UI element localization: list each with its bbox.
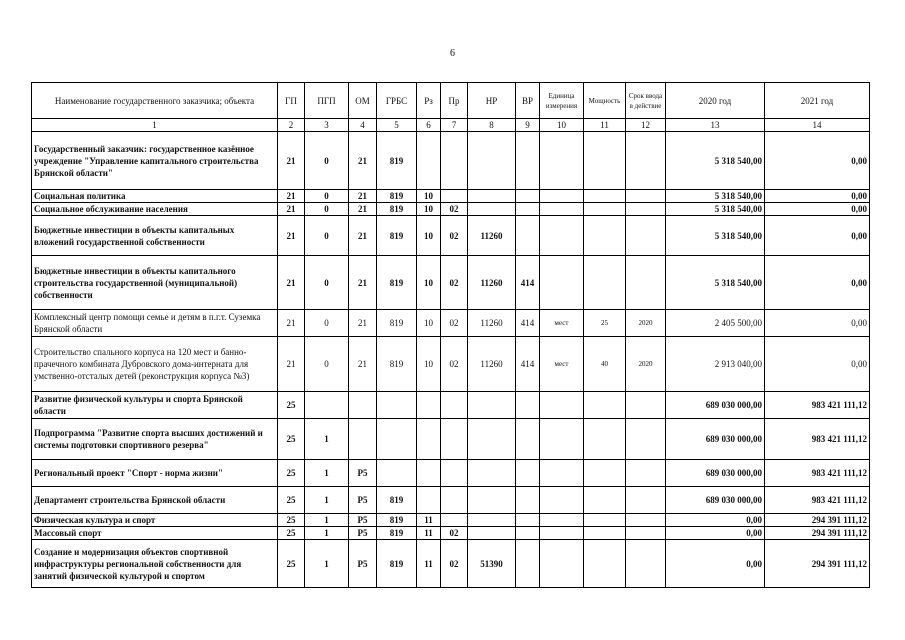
cell-name: Физическая культура и спорт bbox=[32, 514, 278, 527]
cell-pr bbox=[441, 190, 468, 203]
cell-grbs: 819 bbox=[377, 216, 417, 256]
column-number: 9 bbox=[516, 119, 540, 132]
cell-power bbox=[584, 419, 626, 460]
cell-nr bbox=[468, 527, 516, 540]
cell-y2021: 294 391 111,12 bbox=[765, 527, 870, 540]
cell-rz: 10 bbox=[417, 216, 441, 256]
table-row bbox=[32, 514, 870, 527]
cell-y2021: 0,00 bbox=[765, 216, 870, 256]
header-row bbox=[32, 83, 870, 119]
cell-rz: 11 bbox=[417, 540, 441, 588]
cell-rz: 11 bbox=[417, 514, 441, 527]
cell-y2020: 5 318 540,00 bbox=[666, 256, 765, 310]
table-row bbox=[32, 190, 870, 203]
header-om: ОМ bbox=[349, 83, 377, 119]
cell-rz: 10 bbox=[417, 256, 441, 310]
cell-gp: 25 bbox=[278, 487, 305, 514]
cell-unit bbox=[540, 527, 584, 540]
cell-vr bbox=[516, 460, 540, 487]
cell-vr bbox=[516, 392, 540, 419]
cell-grbs: 819 bbox=[377, 487, 417, 514]
cell-pr: 02 bbox=[441, 527, 468, 540]
cell-power bbox=[584, 392, 626, 419]
cell-term bbox=[626, 392, 666, 419]
cell-grbs bbox=[377, 460, 417, 487]
cell-om: P5 bbox=[349, 527, 377, 540]
cell-term bbox=[626, 216, 666, 256]
cell-pr: 02 bbox=[441, 203, 468, 216]
cell-vr bbox=[516, 514, 540, 527]
cell-om: P5 bbox=[349, 487, 377, 514]
cell-om: 21 bbox=[349, 132, 377, 190]
cell-vr bbox=[516, 487, 540, 514]
header-nr: НР bbox=[468, 83, 516, 119]
column-number: 5 bbox=[377, 119, 417, 132]
cell-om bbox=[349, 392, 377, 419]
cell-om: 21 bbox=[349, 203, 377, 216]
column-number: 11 bbox=[584, 119, 626, 132]
header-vr: ВР bbox=[516, 83, 540, 119]
cell-nr bbox=[468, 460, 516, 487]
page-number: 6 bbox=[450, 48, 455, 59]
cell-gp: 25 bbox=[278, 392, 305, 419]
cell-y2021: 983 421 111,12 bbox=[765, 392, 870, 419]
cell-rz: 11 bbox=[417, 527, 441, 540]
cell-gp: 21 bbox=[278, 132, 305, 190]
cell-pr bbox=[441, 487, 468, 514]
table-row bbox=[32, 460, 870, 487]
header-power: Мощность bbox=[584, 83, 626, 119]
cell-grbs: 819 bbox=[377, 310, 417, 337]
cell-term bbox=[626, 540, 666, 588]
cell-pgp: 1 bbox=[305, 487, 349, 514]
cell-gp: 25 bbox=[278, 460, 305, 487]
cell-unit bbox=[540, 132, 584, 190]
cell-vr bbox=[516, 132, 540, 190]
table-row bbox=[32, 419, 870, 460]
header-term: Срок ввода в действие bbox=[626, 83, 666, 119]
cell-vr bbox=[516, 203, 540, 216]
cell-grbs: 819 bbox=[377, 540, 417, 588]
column-number: 13 bbox=[666, 119, 765, 132]
cell-name: Развитие физической культуры и спорта Брянской области bbox=[32, 392, 278, 419]
cell-pgp: 0 bbox=[305, 132, 349, 190]
cell-grbs: 819 bbox=[377, 527, 417, 540]
cell-unit bbox=[540, 419, 584, 460]
cell-gp: 21 bbox=[278, 337, 305, 392]
column-number: 6 bbox=[417, 119, 441, 132]
cell-term bbox=[626, 419, 666, 460]
cell-gp: 21 bbox=[278, 256, 305, 310]
header-2021: 2021 год bbox=[765, 83, 870, 119]
cell-vr bbox=[516, 527, 540, 540]
cell-gp: 21 bbox=[278, 190, 305, 203]
cell-y2020: 5 318 540,00 bbox=[666, 190, 765, 203]
cell-pgp: 1 bbox=[305, 514, 349, 527]
cell-y2020: 0,00 bbox=[666, 514, 765, 527]
cell-pr: 02 bbox=[441, 540, 468, 588]
cell-gp: 25 bbox=[278, 419, 305, 460]
cell-y2021: 0,00 bbox=[765, 190, 870, 203]
cell-pgp bbox=[305, 392, 349, 419]
table-row bbox=[32, 132, 870, 190]
cell-rz: 10 bbox=[417, 190, 441, 203]
table-row bbox=[32, 216, 870, 256]
header-pr: Пр bbox=[441, 83, 468, 119]
cell-nr: 51390 bbox=[468, 540, 516, 588]
cell-pr: 02 bbox=[441, 337, 468, 392]
cell-y2020: 689 030 000,00 bbox=[666, 460, 765, 487]
cell-name: Комплексный центр помощи семье и детям в п.г.т. Суземка Брянской области bbox=[32, 310, 278, 337]
cell-rz: 10 bbox=[417, 337, 441, 392]
cell-unit: мест bbox=[540, 337, 584, 392]
header-name: Наименование государственного заказчика; объекта bbox=[32, 83, 278, 119]
header-rz: Рз bbox=[417, 83, 441, 119]
cell-power bbox=[584, 216, 626, 256]
cell-unit bbox=[540, 460, 584, 487]
cell-om: 21 bbox=[349, 337, 377, 392]
cell-nr bbox=[468, 514, 516, 527]
cell-term bbox=[626, 514, 666, 527]
cell-name: Бюджетные инвестиции в объекты капитальных вложений государственной собственности bbox=[32, 216, 278, 256]
cell-gp: 21 bbox=[278, 310, 305, 337]
cell-y2020: 2 913 040,00 bbox=[666, 337, 765, 392]
cell-om: 21 bbox=[349, 190, 377, 203]
cell-power bbox=[584, 514, 626, 527]
cell-name: Государственный заказчик: государственное казённое учреждение "Управление капитального строительства Брянской области" bbox=[32, 132, 278, 190]
cell-nr bbox=[468, 190, 516, 203]
cell-name: Создание и модернизация объектов спортивной инфраструктуры региональной собственности для занятий физической культурой и спортом bbox=[32, 540, 278, 588]
cell-grbs: 819 bbox=[377, 514, 417, 527]
cell-term bbox=[626, 527, 666, 540]
cell-name: Бюджетные инвестиции в объекты капитального строительства государственной (муниципальной) собственности bbox=[32, 256, 278, 310]
cell-om bbox=[349, 419, 377, 460]
cell-power bbox=[584, 527, 626, 540]
cell-pr: 02 bbox=[441, 310, 468, 337]
cell-rz: 10 bbox=[417, 203, 441, 216]
cell-y2020: 689 030 000,00 bbox=[666, 392, 765, 419]
cell-grbs bbox=[377, 419, 417, 460]
column-number: 3 bbox=[305, 119, 349, 132]
cell-term bbox=[626, 190, 666, 203]
header-gp: ГП bbox=[278, 83, 305, 119]
cell-vr bbox=[516, 190, 540, 203]
cell-power bbox=[584, 203, 626, 216]
cell-gp: 25 bbox=[278, 540, 305, 588]
cell-term: 2020 bbox=[626, 337, 666, 392]
cell-y2021: 983 421 111,12 bbox=[765, 487, 870, 514]
cell-vr: 414 bbox=[516, 256, 540, 310]
cell-nr bbox=[468, 487, 516, 514]
cell-pgp: 1 bbox=[305, 460, 349, 487]
cell-nr: 11260 bbox=[468, 256, 516, 310]
cell-name: Массовый спорт bbox=[32, 527, 278, 540]
column-number: 7 bbox=[441, 119, 468, 132]
cell-y2021: 983 421 111,12 bbox=[765, 460, 870, 487]
cell-grbs: 819 bbox=[377, 203, 417, 216]
cell-power: 40 bbox=[584, 337, 626, 392]
cell-pgp: 0 bbox=[305, 256, 349, 310]
table-row bbox=[32, 310, 870, 337]
cell-om: P5 bbox=[349, 460, 377, 487]
cell-pr bbox=[441, 460, 468, 487]
cell-y2021: 0,00 bbox=[765, 132, 870, 190]
cell-name: Подпрограмма "Развитие спорта высших достижений и системы подготовки спортивного резерва" bbox=[32, 419, 278, 460]
header-grbs: ГРБС bbox=[377, 83, 417, 119]
cell-power bbox=[584, 460, 626, 487]
cell-grbs bbox=[377, 392, 417, 419]
cell-power bbox=[584, 540, 626, 588]
cell-unit bbox=[540, 514, 584, 527]
cell-name: Строительство спального корпуса на 120 мест и банно-прачечного комбината Дубровского дома-интерната для умственно-отсталых детей (реконструкция корпуса №3) bbox=[32, 337, 278, 392]
column-number: 4 bbox=[349, 119, 377, 132]
cell-power: 25 bbox=[584, 310, 626, 337]
cell-gp: 21 bbox=[278, 216, 305, 256]
cell-unit bbox=[540, 216, 584, 256]
table-row bbox=[32, 527, 870, 540]
cell-y2020: 5 318 540,00 bbox=[666, 203, 765, 216]
cell-unit bbox=[540, 190, 584, 203]
cell-nr: 11260 bbox=[468, 337, 516, 392]
cell-name: Социальная политика bbox=[32, 190, 278, 203]
cell-vr bbox=[516, 419, 540, 460]
cell-y2020: 689 030 000,00 bbox=[666, 419, 765, 460]
cell-nr bbox=[468, 419, 516, 460]
cell-name: Департамент строительства Брянской области bbox=[32, 487, 278, 514]
cell-rz bbox=[417, 460, 441, 487]
cell-pr: 02 bbox=[441, 216, 468, 256]
cell-unit bbox=[540, 540, 584, 588]
cell-om: P5 bbox=[349, 514, 377, 527]
cell-y2021: 0,00 bbox=[765, 310, 870, 337]
table-body bbox=[32, 132, 870, 588]
cell-y2021: 294 391 111,12 bbox=[765, 540, 870, 588]
cell-name: Региональный проект "Спорт - норма жизни" bbox=[32, 460, 278, 487]
cell-term bbox=[626, 203, 666, 216]
cell-rz bbox=[417, 419, 441, 460]
cell-gp: 25 bbox=[278, 514, 305, 527]
cell-unit bbox=[540, 203, 584, 216]
cell-power bbox=[584, 487, 626, 514]
cell-pgp: 1 bbox=[305, 527, 349, 540]
table-row bbox=[32, 256, 870, 310]
cell-grbs: 819 bbox=[377, 190, 417, 203]
cell-term: 2020 bbox=[626, 310, 666, 337]
cell-vr bbox=[516, 540, 540, 588]
cell-rz bbox=[417, 392, 441, 419]
cell-y2021: 983 421 111,12 bbox=[765, 419, 870, 460]
cell-grbs: 819 bbox=[377, 337, 417, 392]
budget-table bbox=[31, 82, 870, 588]
header-unit: Единица измерения bbox=[540, 83, 584, 119]
cell-term bbox=[626, 256, 666, 310]
cell-y2020: 5 318 540,00 bbox=[666, 132, 765, 190]
table-row bbox=[32, 487, 870, 514]
cell-y2021: 294 391 111,12 bbox=[765, 514, 870, 527]
cell-term bbox=[626, 487, 666, 514]
column-number: 2 bbox=[278, 119, 305, 132]
cell-unit: мест bbox=[540, 310, 584, 337]
column-number: 12 bbox=[626, 119, 666, 132]
cell-y2020: 5 318 540,00 bbox=[666, 216, 765, 256]
cell-power bbox=[584, 190, 626, 203]
cell-nr bbox=[468, 203, 516, 216]
cell-name: Социальное обслуживание населения bbox=[32, 203, 278, 216]
cell-power bbox=[584, 132, 626, 190]
cell-om: 21 bbox=[349, 310, 377, 337]
cell-unit bbox=[540, 487, 584, 514]
column-number: 10 bbox=[540, 119, 584, 132]
cell-nr: 11260 bbox=[468, 216, 516, 256]
cell-y2020: 0,00 bbox=[666, 527, 765, 540]
cell-nr: 11260 bbox=[468, 310, 516, 337]
cell-term bbox=[626, 460, 666, 487]
cell-gp: 25 bbox=[278, 527, 305, 540]
cell-y2020: 689 030 000,00 bbox=[666, 487, 765, 514]
cell-pr: 02 bbox=[441, 256, 468, 310]
cell-pr bbox=[441, 419, 468, 460]
cell-grbs: 819 bbox=[377, 256, 417, 310]
cell-rz: 10 bbox=[417, 310, 441, 337]
table-row bbox=[32, 392, 870, 419]
cell-grbs: 819 bbox=[377, 132, 417, 190]
cell-nr bbox=[468, 392, 516, 419]
table-row bbox=[32, 337, 870, 392]
cell-y2020: 0,00 bbox=[666, 540, 765, 588]
cell-vr: 414 bbox=[516, 310, 540, 337]
column-number: 1 bbox=[32, 119, 278, 132]
cell-term bbox=[626, 132, 666, 190]
cell-pr bbox=[441, 514, 468, 527]
cell-unit bbox=[540, 256, 584, 310]
cell-pr bbox=[441, 392, 468, 419]
table-row bbox=[32, 203, 870, 216]
cell-y2021: 0,00 bbox=[765, 203, 870, 216]
cell-pgp: 1 bbox=[305, 419, 349, 460]
cell-gp: 21 bbox=[278, 203, 305, 216]
cell-rz bbox=[417, 132, 441, 190]
cell-power bbox=[584, 256, 626, 310]
cell-y2021: 0,00 bbox=[765, 256, 870, 310]
cell-om: 21 bbox=[349, 256, 377, 310]
cell-pgp: 0 bbox=[305, 310, 349, 337]
cell-om: P5 bbox=[349, 540, 377, 588]
header-2020: 2020 год bbox=[666, 83, 765, 119]
cell-pgp: 0 bbox=[305, 337, 349, 392]
column-number-row bbox=[32, 119, 870, 132]
cell-pr bbox=[441, 132, 468, 190]
cell-rz bbox=[417, 487, 441, 514]
cell-pgp: 0 bbox=[305, 203, 349, 216]
cell-unit bbox=[540, 392, 584, 419]
cell-y2020: 2 405 500,00 bbox=[666, 310, 765, 337]
cell-nr bbox=[468, 132, 516, 190]
cell-om: 21 bbox=[349, 216, 377, 256]
table-row bbox=[32, 540, 870, 588]
cell-vr: 414 bbox=[516, 337, 540, 392]
cell-vr bbox=[516, 216, 540, 256]
header-pgp: ПГП bbox=[305, 83, 349, 119]
column-number: 8 bbox=[468, 119, 516, 132]
cell-pgp: 0 bbox=[305, 216, 349, 256]
column-number: 14 bbox=[765, 119, 870, 132]
cell-pgp: 1 bbox=[305, 540, 349, 588]
cell-pgp: 0 bbox=[305, 190, 349, 203]
cell-y2021: 0,00 bbox=[765, 337, 870, 392]
